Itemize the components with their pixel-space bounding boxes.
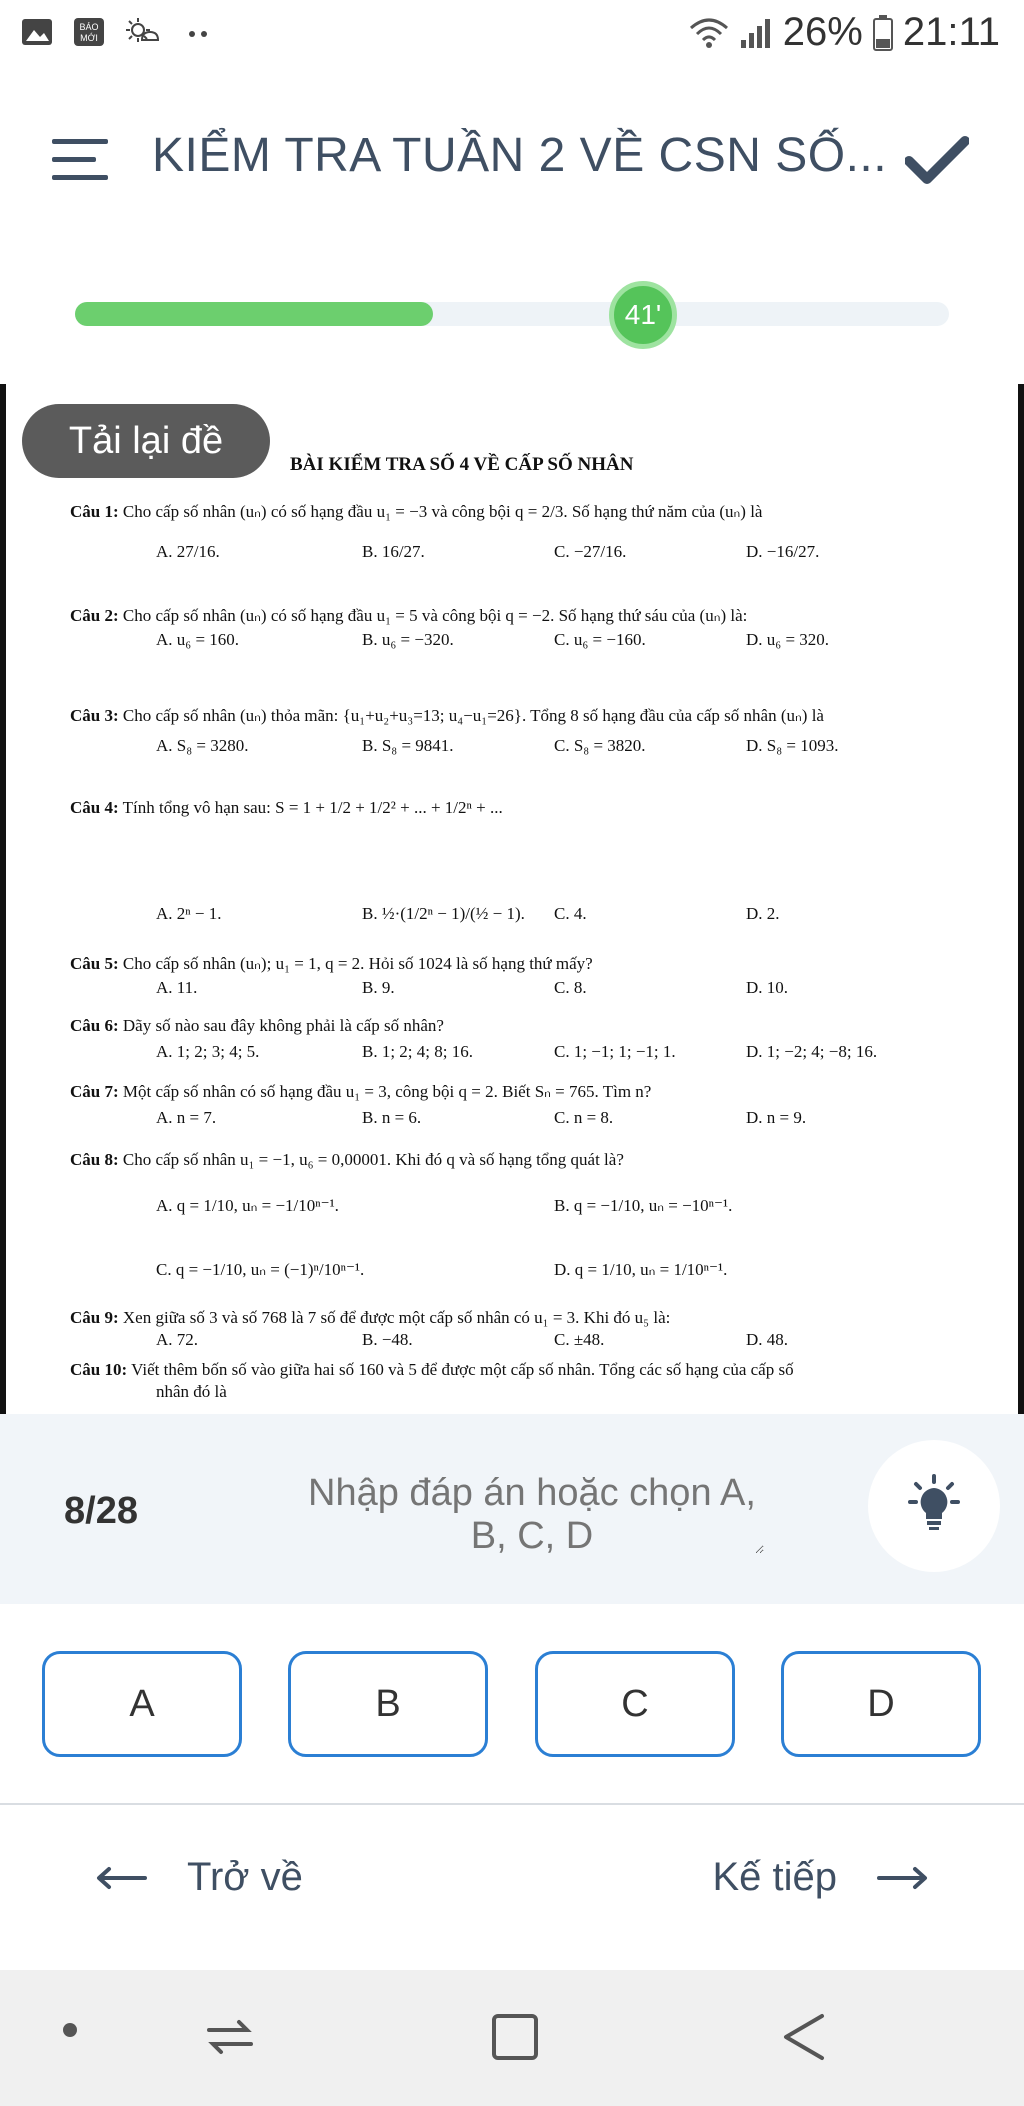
menu-icon[interactable] (52, 135, 108, 183)
option: D. 10. (746, 978, 789, 997)
back-label: Trở về (187, 1855, 303, 1899)
option: D. 48. (746, 1330, 789, 1349)
question-1: Câu 1: Cho cấp số nhân (uₙ) có số hạng đầu u₁ = −3 và công bội q = 2/3. Số hạng thứ năm của (uₙ) là (70, 502, 763, 521)
option: B. n = 6. (362, 1108, 422, 1127)
svg-text:BÁO: BÁO (79, 22, 99, 32)
option: B. 9. (362, 978, 395, 997)
answer-input[interactable] (300, 1470, 764, 1554)
choice-c-button[interactable]: C (535, 1651, 735, 1757)
progress-fill (75, 302, 433, 326)
option: B. u₆ = −320. (362, 630, 454, 649)
option: A. 1; 2; 3; 4; 5. (156, 1042, 260, 1061)
baomoi-icon (72, 16, 106, 48)
option: C. n = 8. (554, 1108, 614, 1127)
status-bar (0, 0, 1024, 70)
option: C. 8. (554, 978, 587, 997)
option: A. n = 7. (156, 1108, 217, 1127)
option: B. q = −1/10, uₙ = −10ⁿ⁻¹. (554, 1196, 733, 1215)
question-8: Câu 8: Cho cấp số nhân u₁ = −1, u₆ = 0,00001. Khi đó q và số hạng tổng quát là? (70, 1150, 624, 1169)
android-nav-bar (0, 1970, 1024, 2106)
page-title: KIỂM TRA TUẦN 2 VỀ CSN SỐ... (152, 129, 888, 182)
check-icon[interactable] (905, 135, 969, 185)
reload-exam-button[interactable]: Tải lại đề (22, 404, 270, 478)
question-10-continued: nhân đó là (156, 1382, 227, 1401)
question-7: Câu 7: Một cấp số nhân có số hạng đầu u₁ = 3, công bội q = 2. Biết Sₙ = 765. Tìm n? (70, 1082, 652, 1101)
option: B. 1; 2; 4; 8; 16. (362, 1042, 473, 1061)
arrow-left-icon (95, 1866, 147, 1890)
option: A. 72. (156, 1330, 199, 1349)
option: C. q = −1/10, uₙ = (−1)ⁿ/10ⁿ⁻¹. (156, 1260, 365, 1279)
clock: 21:11 (902, 10, 1000, 54)
wifi-icon (689, 16, 729, 50)
next-label: Kế tiếp (712, 1855, 837, 1899)
option: A. u₆ = 160. (156, 630, 240, 649)
back-nav-icon[interactable] (778, 2010, 828, 2064)
arrow-right-icon (877, 1866, 929, 1890)
option: D. −16/27. (746, 542, 820, 561)
option: C. S₈ = 3820. (554, 736, 646, 755)
svg-text:MỚI: MỚI (80, 33, 98, 43)
option: C. 1; −1; 1; −1; 1. (554, 1042, 676, 1061)
option: C. ±48. (554, 1330, 605, 1349)
question-9: Câu 9: Xen giữa số 3 và số 768 là 7 số để được một cấp số nhân có u₁ = 3. Khi đó u₅ là: (70, 1308, 671, 1327)
battery-percent: 26% (782, 10, 863, 54)
question-3: Câu 3: Cho cấp số nhân (uₙ) thỏa mãn: {u₁+u₂+u₃=13; u₄−u₁=26}. Tổng 8 số hạng đầu của cấp số nhân (uₙ) là (70, 706, 824, 725)
option: B. ½·(1/2ⁿ − 1)/(½ − 1). (362, 904, 525, 923)
choice-a-button[interactable]: A (42, 1651, 242, 1757)
exam-document (0, 384, 1024, 1414)
option: C. −27/16. (554, 542, 627, 561)
dot-icon[interactable] (60, 2020, 80, 2040)
option: D. q = 1/10, uₙ = 1/10ⁿ⁻¹. (554, 1260, 728, 1279)
signal-icon (739, 16, 773, 50)
option: B. −48. (362, 1330, 413, 1349)
home-icon[interactable] (490, 2010, 540, 2064)
option: A. q = 1/10, uₙ = −1/10ⁿ⁻¹. (156, 1196, 339, 1215)
option: A. S₈ = 3280. (156, 736, 249, 755)
question-10: Câu 10: Viết thêm bốn số vào giữa hai số 160 và 5 để được một cấp số nhân. Tổng các số hạng của cấp số (70, 1360, 794, 1379)
lightbulb-icon (902, 1474, 966, 1538)
exam-title: BÀI KIỂM TRA SỐ 4 VỀ CẤP SỐ NHÂN (290, 454, 634, 475)
recent-apps-icon[interactable] (205, 2012, 255, 2062)
image-icon (20, 16, 54, 48)
option: A. 27/16. (156, 542, 220, 561)
hint-button[interactable] (868, 1440, 1000, 1572)
option: B. 16/27. (362, 542, 425, 561)
option: D. 1; −2; 4; −8; 16. (746, 1042, 878, 1061)
question-2: Câu 2: Cho cấp số nhân (uₙ) có số hạng đầu u₁ = 5 và công bội q = −2. Số hạng thứ sáu của (uₙ) là: (70, 606, 748, 625)
question-6: Câu 6: Dãy số nào sau đây không phải là cấp số nhân? (70, 1016, 444, 1035)
question-counter: 8/28 (64, 1490, 138, 1532)
battery-icon (873, 15, 893, 51)
option: D. 2. (746, 904, 780, 923)
weather-icon (124, 16, 164, 48)
option: D. n = 9. (746, 1108, 807, 1127)
option: C. u₆ = −160. (554, 630, 646, 649)
option: D. u₆ = 320. (746, 630, 830, 649)
option: A. 11. (156, 978, 198, 997)
progress-knob: 41' (609, 281, 677, 349)
back-button[interactable] (95, 1855, 303, 1900)
choice-b-button[interactable]: B (288, 1651, 488, 1757)
option: A. 2ⁿ − 1. (156, 904, 222, 923)
progress-track (75, 302, 949, 326)
more-dots-icon (182, 16, 216, 48)
option: D. S₈ = 1093. (746, 736, 839, 755)
choice-d-button[interactable]: D (781, 1651, 981, 1757)
option: C. 4. (554, 904, 587, 923)
option: B. S₈ = 9841. (362, 736, 454, 755)
divider (0, 1803, 1024, 1805)
question-4: Câu 4: Tính tổng vô hạn sau: S = 1 + 1/2 + 1/2² + ... + 1/2ⁿ + ... (70, 798, 503, 817)
question-5: Câu 5: Cho cấp số nhân (uₙ); u₁ = 1, q = 2. Hỏi số 1024 là số hạng thứ mấy? (70, 954, 593, 973)
next-button[interactable] (712, 1855, 929, 1900)
